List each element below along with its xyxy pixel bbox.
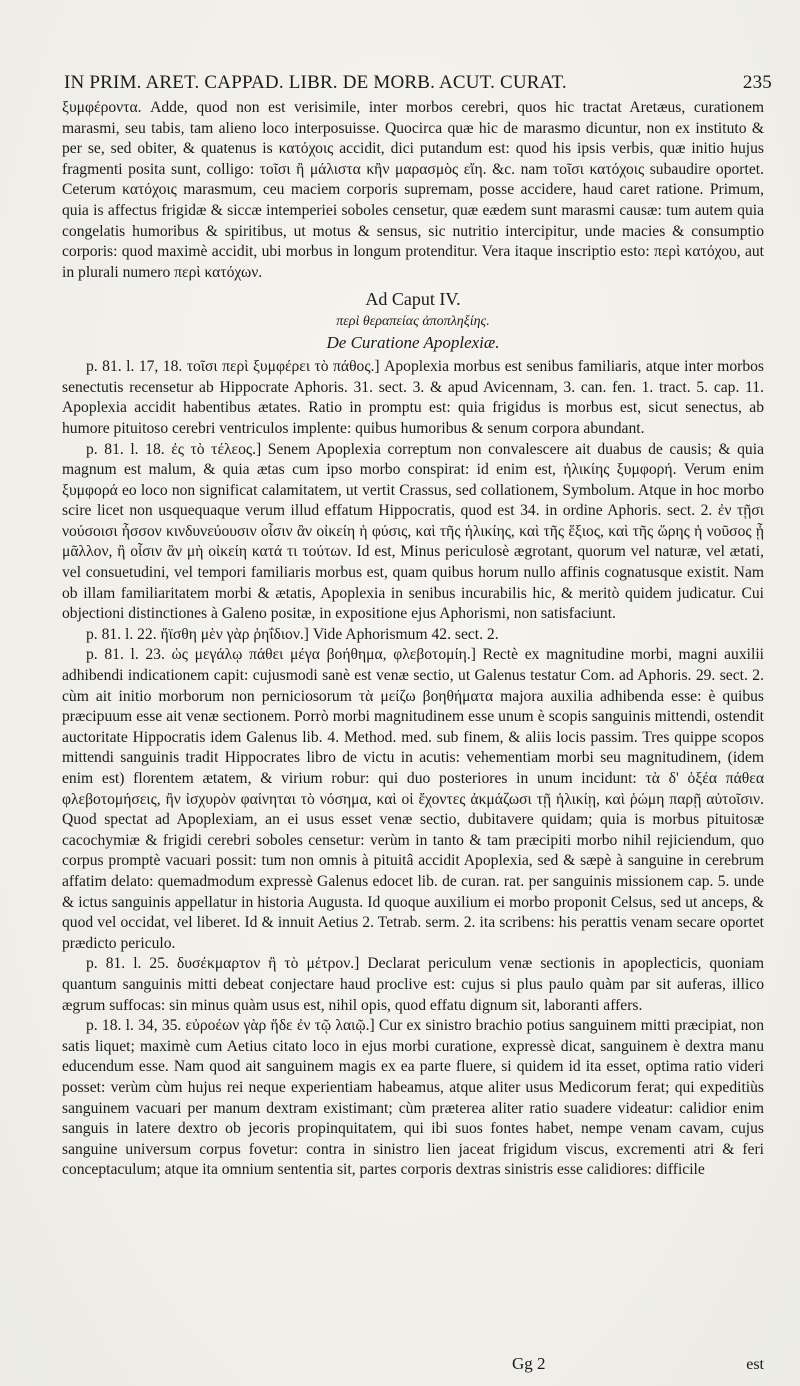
paragraph: p. 81. l. 18. ἐς τὸ τέλεος.] Senem Apoplexia correptum non convalescere ait duabus de causis; & quia magnum est malum, & quia ætas cum ipso morbo conspirat: id enim est, ἡλικίης ξυμφορή. Verum enim ξυμφορά eo loco non significat calamitatem, ut vertit Crassus, sed collationem, Symbolum. Atque in hoc morbo scire licet non usquequaque verum illud effatum Hippocratis, quod est 34. in ordine Aphoris. sect. 2. ἐν τῇσι νούσοισι ἧσσον κινδυνεύουσιν οἷσιν ἂν οἰκείη ἡ φύσις, καὶ τῆς ἡλικίης, καὶ τῆς ἕξιος, καὶ τῆς ὥρης ἡ νοῦσος ᾖ μᾶλλον, ἢ οἷσιν ἂν μὴ οἰκείη κατά τι τούτων. Id est, Minus periculosè ægrotant, quorum vel naturæ, vel ætati, vel consuetudini, vel tempori familiaris morbus est, quam quibus horum nullo affinis cognatusque existit. Nam ob illam familiaritatem morbi & ætatis, Apoplexia in senibus incurabilis hic, & meritò quidem judicatur. Cui objectioni distinctiones à Galeno positæ, in expositione ejus Aphorismi, non satisfaciunt. [62, 440, 764, 623]
paragraph: p. 81. l. 23. ὡς μεγάλῳ πάθει μέγα βοήθημα, φλεβοτομίη.] Rectè ex magnitudine morbi, magni auxilii adhibendi indicationem capit: cujusmodi sanè est venæ sectio, ut Galenus testatur Com. ad Aphoris. 29. sect. 2. cùm ait initio morborum non perniciosorum τὰ μείζω βοηθήματα majora auxilia adhibenda esse: è quibus præcipuum esse ait venæ sectionem. Porrò morbi magnitudinem esse unum è scopis sanguinis mittendi, ostendit auctoritate Hippocratis idem Galenus lib. 4. Method. med. sub finem, & aliis locis passim. Tres quippe scopos mittendi sanguinis tradit Hippocrates libro de victu in acutis: vehementiam morbi seu magnitudinem, (idem enim est) florentem ætatem, & virium robur: qui duo posteriores in unum incidunt: τὰ δ' ὀξέα πάθεα φλεβοτομήσεις, ἢν ἰσχυρὸν φαίνηται τὸ νόσημα, καὶ οἱ ἔχοντες ἀκμάζωσι τῇ ἡλικίῃ, καὶ ῥώμη παρῇ αὐτοῖσιν. Quod spectat ad Apoplexiam, an ei usus esset venæ sectio, dubitavere quidam; quia is morbus pituitosæ cacochymiæ & frigidi cerebri soboles censetur: verùm in tanto & tam præcipiti morbo nihil rejiciendum, quo corpus promptè vacuari possit: tum non omnis à pituitâ accidit Apoplexia, sed & sæpè à sanguine in cerebrum affatim delato: quemadmodum expressè Galenus edocet lib. de curan. rat. per sanguinis missionem cap. 5. unde & ictus sanguinis appellatur in historia Augusta. Id quoque auxilium ei morbo proponit Celsus, sed ut anceps, & quod vel occidat, vel liberet. Id & innuit Aetius 2. Tetrab. serm. 2. ita scribens: his perattis venam secare oportet prædicto periculo. [62, 646, 764, 952]
paragraph: ξυμφέροντα. Adde, quod non est verisimile, inter morbos cerebri, quos hic tractat Aretæus, curationem marasmi, seu tabis, tam alieno loco interposuisse. Quocirca quæ hic de marasmo dicuntur, non ex instituto & per se, sed obiter, & quatenus is κατόχοις accidit, dici putandum est: quod his ipsis verbis, quæ initio hujus fragmenti posita sunt, colligo: τοῖσι ἢ μάλιστα κἢν μαρασμὸς εἴη. &c. nam τοῖσι κατόχοις subaudire oportet. Ceterum κατόχοις marasmum, ceu maciem corporis supremam, posse accidere, haud caret ratione. Primum, quia is affectus frigidæ & siccæ intemperiei soboles censetur, quæ eædem sunt marasmi causæ: tum autem quia congelatis humoribus & spiritibus, ut motus & sensus, sic nutritio intercipitur, unde macies & consumptio corporis: quod maximè accidit, ubi morbus in longum protenditur. Vera itaque inscriptio esto: περὶ κατόχου, aut in plurali numero περὶ κατόχων. [62, 99, 764, 281]
chapter-heading: Ad Caput IV. [365, 289, 461, 310]
running-title: IN PRIM. ARET. CAPPAD. LIBR. DE MORB. ACUT. CURAT. [64, 72, 567, 93]
paragraph: p. 81. l. 22. ἤϊσθη μὲν γὰρ ῥηΐδιον.] Vide Aphorismum 42. sect. 2. [86, 625, 499, 643]
page-number: 235 [742, 72, 772, 93]
signature-mark: Gg 2 [512, 1354, 546, 1373]
catchword: est [746, 1356, 764, 1373]
chapter-greek-title: περὶ θεραπείας ἀποπληξίης. [336, 313, 490, 329]
paragraph: p. 18. l. 34, 35. εὐροέων γὰρ ἥδε ἐν τῷ λαιῷ.] Cur ex sinistro brachio potius sanguinem mitti præcipiat, non satis liquet; maximè cum Aetius citato loco in ejus morbi curatione, expressè dicat, sanguinem è dextra manu educendum esse. Nam quod ait sanguinem magis ex ea parte fluere, si quidem id ita esset, optima ratio videri posset: verùm cùm hujus rei neque experientiam habeamus, atque aliter usus Medicorum ferat; qui expeditiùs sanguinem vacuari per manum dextram existimant; cùm præterea aliter ratio suadere videatur: calidior enim sanguis in latere dextro ob jecoris propinquitatem, qui ibi suos fontes habet, nempe venam cavam, cujus sanguine universum corpus fovetur: contra in sinistro lien jaceat frigidum viscus, excrementi atri & feri conceptaculum; atque ita omnium sententia sit, partes corporis dextras sinistris esse calidiores: difficile [62, 1017, 764, 1179]
text-body [62, 98, 764, 1181]
chapter-latin-title: De Curatione Apoplexiæ. [326, 332, 500, 352]
paragraph: p. 81. l. 17, 18. τοῖσι περὶ ξυμφέρει τὸ πάθος.] Apoplexia morbus est senibus familiaris, atque inter morbos senectutis recensetur ab Hippocrate Aphoris. 31. sect. 3. & apud Avicennam, 3. can. fen. 1. tract. 5. cap. 11. Apoplexia accidit habentibus ætates. Ratio in promptu est: quia frigidus is morbus est, sicut senectus, ab humore pituitoso cerebri ventriculos implente: quibus humoribus & senum corpora abundant. [62, 358, 764, 437]
paragraph: p. 81. l. 25. δυσέκμαρτον ἢ τὸ μέτρον.] Declarat periculum venæ sectionis in apoplecticis, quoniam quantum sanguinis mitti debeat conjectare haud proclive est: cujus si plus paulo quàm par sit auferas, illico ægrum suffocas: sin minus quàm usus est, nihil opis, quod effatu dignum sit, laboranti affers. [62, 955, 764, 1014]
